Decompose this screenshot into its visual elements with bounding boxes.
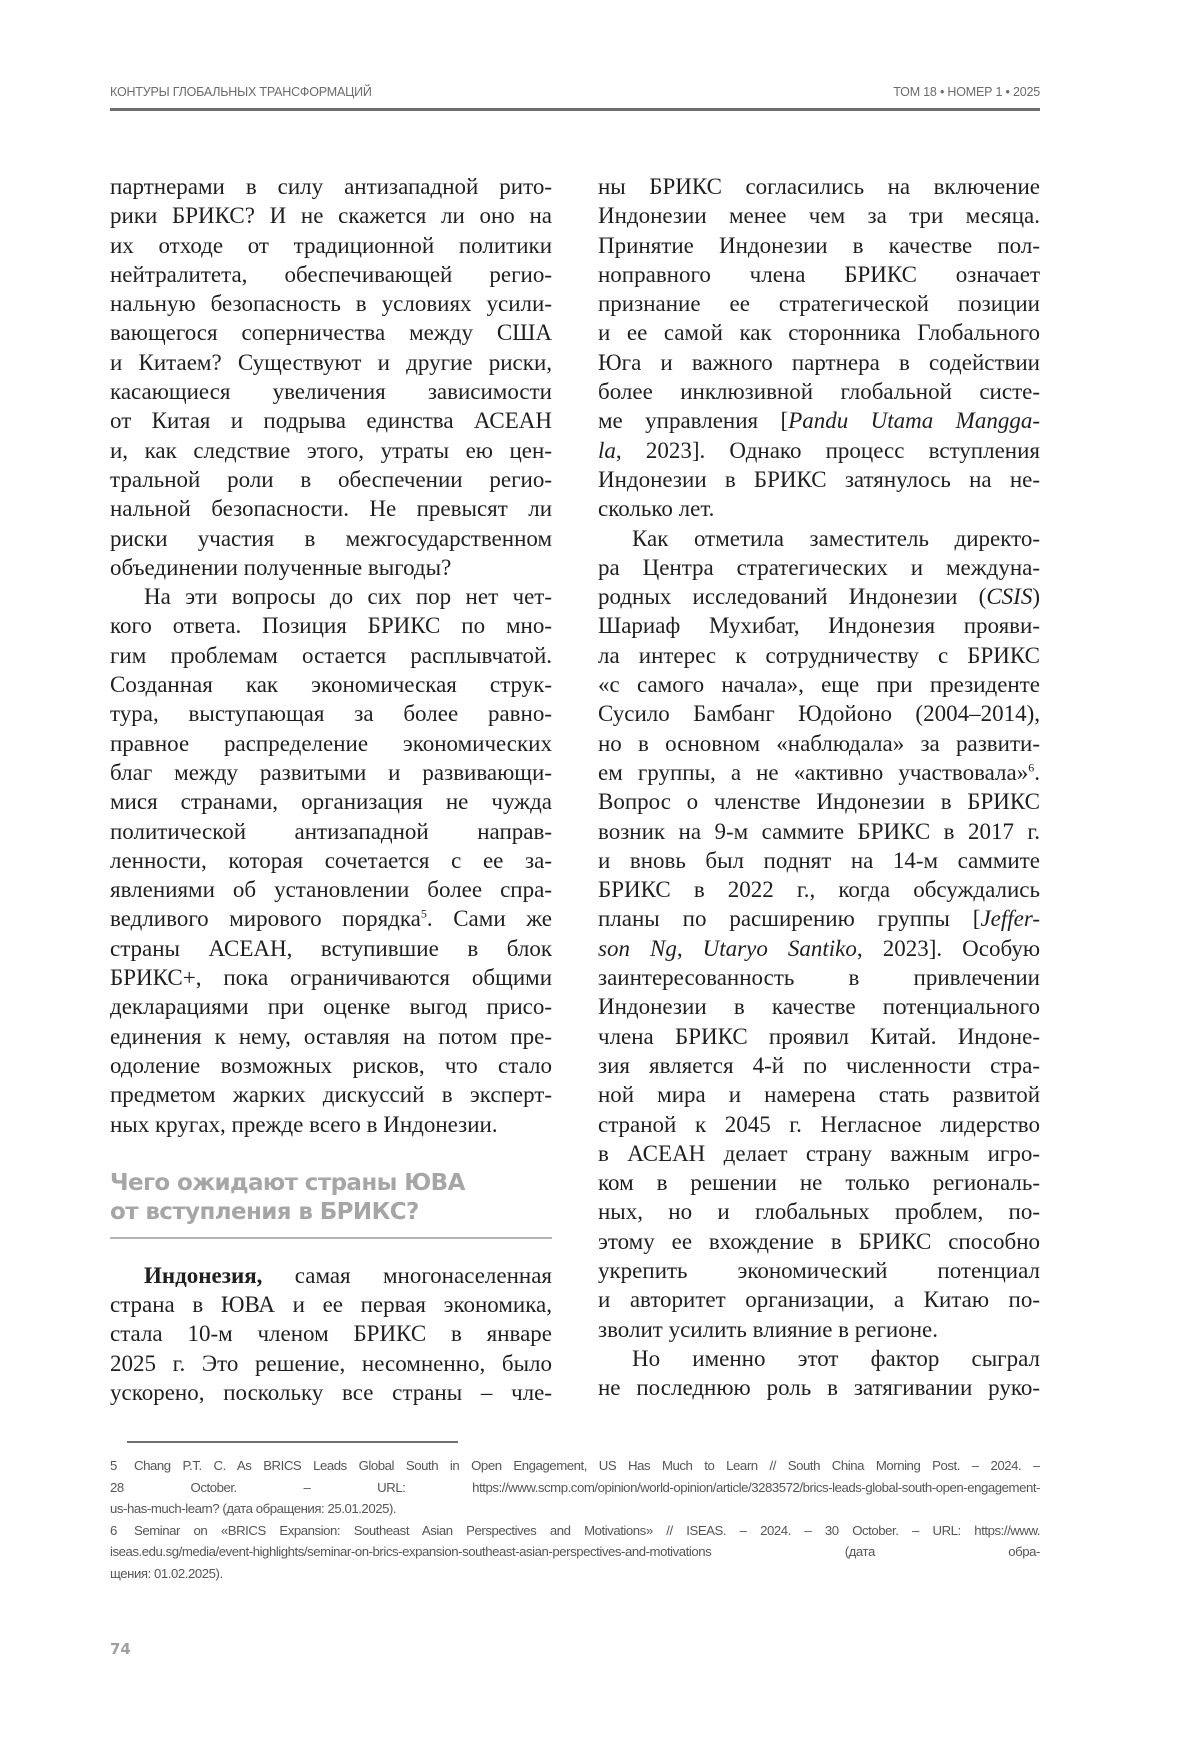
text-segment: )	[1032, 584, 1040, 610]
text-line: зволит усилить влияние в регионе.	[598, 1316, 938, 1342]
text-line	[598, 758, 1040, 787]
text-line: и авторитет организации, а Китаю по-	[598, 1287, 1040, 1313]
text-line: тура, выступающая за более равно-	[110, 701, 552, 727]
text-line: и ее самой как сторонника Глобального	[598, 320, 1040, 346]
issue-info: ТОМ 18 • НОМЕР 1 • 2025	[893, 85, 1040, 99]
text-line: партнерами в силу антизападной рито-	[110, 174, 552, 199]
text-line	[598, 436, 1040, 465]
footnote-number: 6	[110, 1522, 117, 1538]
text-segment: , 2023]. Однако процесс вступления	[615, 437, 1040, 463]
citation-author: son Ng	[598, 935, 677, 961]
text-line: зия является 4-й по численности стра-	[598, 1052, 1040, 1078]
text-line: ра Центра стратегических и междуна-	[598, 554, 1040, 580]
text-line: члена БРИКС проявил Китай. Индоне-	[598, 1023, 1040, 1049]
text-line: ны БРИКС согласились на включение	[598, 174, 1040, 199]
text-line: явлениями об установлении более спра-	[110, 877, 552, 903]
text-line: ла интерес к сотрудничеству с БРИКС	[598, 642, 1040, 668]
text-line: ускорено, поскольку все страны – чле-	[110, 1379, 552, 1405]
running-head	[110, 85, 1040, 105]
footnote-text: Chang P.T. C. As BRICS Leads Global South in Open Engagement, US Has Much to Learn // South China Morning Post. – 2024. –	[134, 1458, 1040, 1473]
text-line	[598, 582, 1040, 611]
citation-author: Pandu Utama Mangga-	[788, 408, 1040, 434]
text-line: сколько лет.	[598, 496, 715, 522]
text-line: Вопрос о членстве Индонезии в БРИКС	[598, 789, 1040, 815]
footnote-ref-6[interactable]: 6	[1028, 760, 1035, 775]
section-heading	[110, 1169, 552, 1239]
right-column	[598, 172, 1040, 1402]
text-line: страной к 2045 г. Негласное лидерство	[598, 1111, 1040, 1137]
text-line: стала 10-м членом БРИКС в январе	[110, 1321, 552, 1347]
bold-term-indonesia: Индонезия,	[144, 1262, 263, 1288]
text-line: Шариаф Мухибат, Индонезия прояви-	[598, 613, 1040, 639]
citation-author: Utaryo Santiko	[702, 935, 857, 961]
journal-title: КОНТУРЫ ГЛОБАЛЬНЫХ ТРАНСФОРМАЦИЙ	[110, 85, 372, 99]
footnote-divider	[127, 1441, 458, 1443]
footnote-line	[110, 1520, 1040, 1542]
footnote-5	[110, 1455, 1040, 1520]
text-line: не последнюю роль в затягивании руко-	[598, 1375, 1040, 1401]
text-line	[598, 406, 1040, 435]
abbr-csis: CSIS	[986, 584, 1033, 610]
text-line: вающегося соперничества между США	[110, 320, 552, 346]
text-line: от Китая и подрыва единства АСЕАН	[110, 408, 552, 434]
footnote-number: 5	[110, 1458, 117, 1473]
footnote-text: Seminar on «BRICS Expansion: Southeast Asian Perspectives and Motivations» // ISEAS. – 2024. – 30 October. – URL: https://www.	[134, 1522, 1040, 1538]
section-heading-line: Чего ожидают страны ЮВА	[110, 1169, 465, 1196]
text-line: мися странами, организация не чужда	[110, 789, 552, 815]
footnote-6	[110, 1520, 1040, 1585]
text-line: БРИКС+, пока ограничиваются общими	[110, 965, 552, 991]
text-line: Индонезии в качестве потенциального	[598, 994, 1040, 1020]
footnote-line[interactable]: iseas.edu.sg/media/event-highlights/seminar-on-brics-expansion-southeast-asian-perspectives-and-motivations (дата обра-	[110, 1544, 1040, 1559]
paragraph-csis	[598, 524, 1040, 1344]
text-line: На эти вопросы до сих пор нет чет-	[144, 584, 552, 610]
text-segment: самая многонаселенная	[262, 1262, 552, 1288]
text-line: рики БРИКС? И не скажется ли оно на	[110, 203, 552, 229]
text-segment: ем группы, а не «активно участвовала»	[598, 759, 1029, 785]
text-segment: планы по расширению группы [	[598, 906, 981, 932]
text-segment: ме управления [	[598, 408, 789, 434]
text-line: и Китаем? Существуют и другие риски,	[110, 349, 552, 375]
text-segment: . Сами же	[426, 906, 552, 932]
text-segment: ведливого мирового порядка	[110, 906, 421, 932]
paragraph-brics-position	[110, 582, 552, 1139]
section-heading-line: от вступления в БРИКС?	[110, 1198, 419, 1225]
text-line	[598, 904, 1040, 933]
text-line: объединении полученные выгоды?	[110, 554, 452, 580]
text-line	[598, 934, 1040, 963]
text-line: касающиеся увеличения зависимости	[110, 379, 552, 405]
text-line: признание ее стратегической позиции	[598, 291, 1040, 317]
text-line: кого ответа. Позиция БРИКС по мно-	[110, 613, 552, 639]
text-line: правное распределение экономических	[110, 730, 552, 756]
text-line: возник на 9-м саммите БРИКС в 2017 г.	[598, 818, 1040, 844]
text-line: риски участия в межгосударственном	[110, 525, 552, 551]
text-line: Как отметила заместитель директо-	[632, 525, 1040, 551]
text-line: единения к нему, оставляя на потом пре-	[110, 1023, 552, 1049]
text-line: в АСЕАН делает страну важным игро-	[598, 1140, 1040, 1166]
text-line: нальную безопасность в условиях усили-	[110, 291, 552, 317]
text-line: ленности, которая сочетается с ее за-	[110, 847, 552, 873]
text-line: тральной роли в обеспечении регио-	[110, 466, 552, 492]
citation-author: Jeffer-	[980, 906, 1040, 932]
text-segment: ,	[676, 935, 703, 961]
text-line: политической антизападной направ-	[110, 818, 552, 844]
text-line: предметом жарких дискуссий в эксперт-	[110, 1082, 552, 1108]
text-line: ных кругах, прежде всего в Индонезии.	[110, 1111, 498, 1137]
text-line: Индонезии менее чем за три месяца.	[598, 203, 1040, 229]
text-line: Но именно этот фактор сыграл	[632, 1345, 1040, 1371]
footnote-line	[110, 1455, 1040, 1477]
paragraph-risks	[110, 172, 552, 582]
paragraph-factor	[598, 1344, 1040, 1403]
text-line: ных, но и глобальных проблем, по-	[598, 1199, 1040, 1225]
text-line: и вновь был поднят на 14-м саммите	[598, 847, 1040, 873]
text-line: и, как следствие этого, утраты ею цен-	[110, 437, 552, 463]
footnote-line[interactable]: 28 October. – URL: https://www.scmp.com/opinion/world-opinion/article/3283572/brics-leads-global-south-open-engagement-	[110, 1479, 1040, 1495]
text-line: одоление возможных рисков, что стало	[110, 1052, 552, 1078]
paragraph-accession	[598, 172, 1040, 524]
text-line: 2025 г. Это решение, несомненно, было	[110, 1350, 552, 1376]
text-line: укрепить экономический потенциал	[598, 1257, 1040, 1283]
text-line: их отходе от традиционной политики	[110, 232, 552, 258]
text-line: ной мира и намерена стать развитой	[598, 1082, 1040, 1108]
text-segment: родных исследований Индонезии (	[598, 584, 987, 610]
text-line: «с самого начала», еще при президенте	[598, 672, 1040, 698]
text-line: заинтересованность в привлечении	[598, 965, 1040, 991]
text-line: Юга и важного партнера в содействии	[598, 349, 1040, 375]
citation-author: la	[598, 437, 616, 463]
text-line: Сусило Бамбанг Юдойоно (2004–2014),	[598, 701, 1040, 727]
left-column	[110, 172, 552, 1407]
text-line: но в основном «наблюдала» за развити-	[598, 730, 1040, 756]
footnotes	[110, 1455, 1040, 1584]
text-line: Созданная как экономическая струк-	[110, 672, 552, 698]
page-number: 74	[110, 1640, 131, 1658]
text-line: ноправного члена БРИКС означает	[598, 261, 1040, 287]
text-line: нальной безопасности. Не превысят ли	[110, 496, 552, 522]
text-line: благ между развитыми и развивающи-	[110, 759, 552, 785]
text-segment: , 2023]. Особую	[856, 935, 1040, 961]
text-line: БРИКС в 2022 г., когда обсуждались	[598, 877, 1040, 903]
text-line: страны АСЕАН, вступившие в блок	[110, 935, 552, 961]
text-line: гим проблемам остается расплывчатой.	[110, 642, 552, 668]
footnote-line: us-has-much-learn? (дата обращения: 25.01.2025).	[110, 1501, 397, 1516]
text-line: этому ее вхождение в БРИКС способно	[598, 1228, 1040, 1254]
footnote-ref-5[interactable]: 5	[420, 906, 427, 921]
text-line	[110, 1261, 552, 1290]
text-line: Принятие Индонезии в качестве пол-	[598, 232, 1040, 258]
text-line: более инклюзивной глобальной систе-	[598, 379, 1040, 405]
header-rule	[110, 108, 1040, 111]
text-line: страна в ЮВА и ее первая экономика,	[110, 1292, 552, 1318]
text-line: декларациями при оценке выгод присо-	[110, 994, 552, 1020]
text-line: Индонезии в БРИКС затянулось на не-	[598, 466, 1040, 492]
text-line: ком в решении не только региональ-	[598, 1170, 1040, 1196]
text-line: нейтралитета, обеспечивающей регио-	[110, 261, 552, 287]
text-segment: .	[1034, 759, 1040, 785]
paragraph-indonesia	[110, 1261, 552, 1407]
footnote-line: щения: 01.02.2025).	[110, 1565, 223, 1581]
text-line	[110, 904, 552, 933]
